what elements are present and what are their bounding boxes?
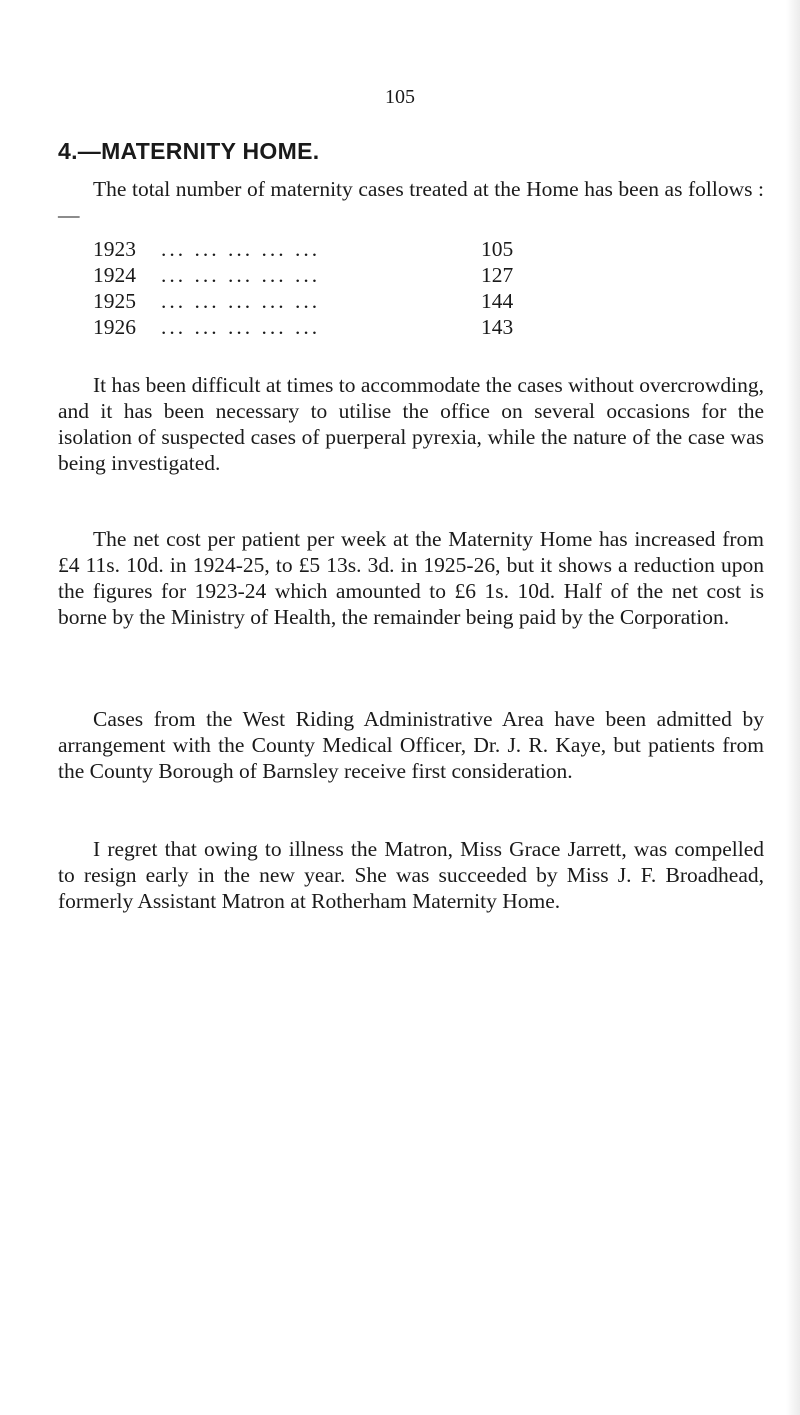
paragraph-net-cost: The net cost per patient per week at the Maternity Home has increased from £4 11s. 10d. in 1924-25, to £5 13s. 3d. in 1925-26, but it shows a reduction upon the figures for 1923-24 which amounted to £6 1s. 10d. Half of the net cost is borne by the Ministry of Health, the remainder being paid by the Corporation. (58, 527, 764, 629)
count-cell: 127 (481, 263, 514, 287)
dot-leader: ... ... ... ... ... (161, 289, 321, 313)
count-cell: 144 (481, 289, 514, 313)
page-edge-shadow (786, 0, 800, 1415)
table-row (93, 236, 541, 262)
section-heading: 4.—MATERNITY HOME. (58, 138, 320, 164)
paragraph-matron: I regret that owing to illness the Matron, Miss Grace Jarrett, was compelled to resign early in the new year. She was succeeded by Miss J. F. Broadhead, formerly Assistant Matron at Rotherham Maternity Home. (58, 837, 764, 913)
paragraph-intro: The total number of maternity cases treated at the Home has been as follows :— (58, 177, 764, 227)
dot-leader: ... ... ... ... ... (161, 237, 321, 261)
table-row (93, 314, 541, 340)
paragraph-west-riding-cases: Cases from the West Riding Administrative Area have been admitted by arrangement with the County Medical Officer, Dr. J. R. Kaye, but patients from the County Borough of Barnsley receive first consideration. (58, 707, 764, 783)
table-row (93, 288, 541, 314)
dot-leader: ... ... ... ... ... (161, 315, 321, 339)
table-row (93, 262, 541, 288)
page-number: 105 (385, 86, 415, 108)
year-cell: 1923 (93, 237, 136, 261)
count-cell: 105 (481, 237, 514, 261)
maternity-cases-table (93, 236, 541, 340)
year-cell: 1926 (93, 315, 136, 339)
count-cell: 143 (481, 315, 514, 339)
paragraph-overcrowding: It has been difficult at times to accommodate the cases without overcrowding, and it has been necessary to utilise the office on several occasions for the isolation of suspected cases of puerperal pyrexia, while the nature of the case was being investigated. (58, 373, 764, 475)
dot-leader: ... ... ... ... ... (161, 263, 321, 287)
year-cell: 1924 (93, 263, 136, 287)
year-cell: 1925 (93, 289, 136, 313)
